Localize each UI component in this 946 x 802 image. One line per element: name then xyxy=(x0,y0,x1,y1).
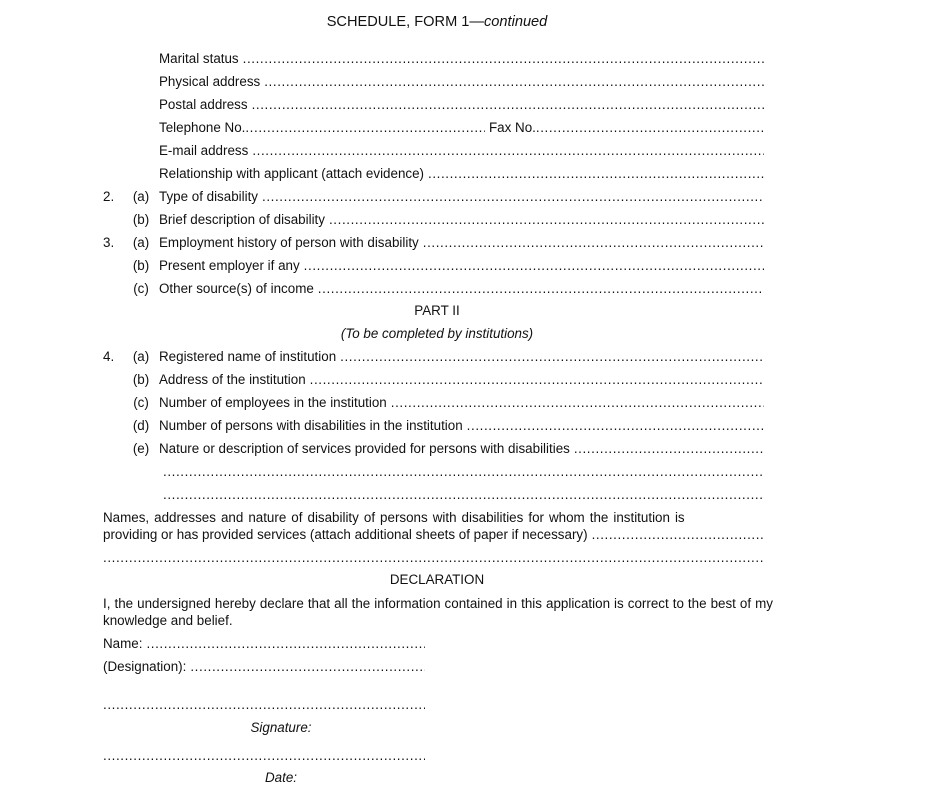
page-title xyxy=(0,14,874,30)
employment-history-line[interactable] xyxy=(423,235,764,250)
email-field[interactable] xyxy=(159,143,764,161)
date-line[interactable] xyxy=(103,748,425,766)
telephone-field[interactable] xyxy=(159,120,485,138)
relationship-label: Relationship with applicant (attach evidence) xyxy=(159,166,424,181)
designation-line[interactable] xyxy=(190,659,425,674)
q4d-row xyxy=(103,418,764,436)
designation-field[interactable] xyxy=(103,659,425,677)
name-line[interactable] xyxy=(146,636,425,651)
relationship-line[interactable] xyxy=(428,166,764,181)
title-continued: continued xyxy=(484,14,548,30)
institution-name-label: Registered name of institution xyxy=(159,349,337,364)
signature-line[interactable] xyxy=(103,697,425,715)
names-paragraph-field[interactable] xyxy=(103,527,764,545)
disability-description-label: Brief description of disability xyxy=(159,212,325,227)
names-paragraph-text-1: Names, addresses and nature of disability of persons with disabilities for whom the institution is xyxy=(103,510,685,525)
q4e-letter: (e) xyxy=(132,441,150,456)
q3a-letter: (a) xyxy=(132,235,150,250)
institution-address-field[interactable] xyxy=(159,372,764,390)
services-description-line-3[interactable] xyxy=(163,487,764,505)
dotted-line[interactable] xyxy=(163,487,764,502)
disability-type-label: Type of disability xyxy=(159,189,258,204)
income-sources-line[interactable] xyxy=(318,281,764,296)
names-paragraph-line-2[interactable] xyxy=(103,550,764,568)
part-two-subheading: (To be completed by institutions) xyxy=(340,326,534,341)
employee-count-line[interactable] xyxy=(391,395,764,410)
q3c-letter: (c) xyxy=(133,281,149,296)
physical-address-label: Physical address xyxy=(159,74,261,89)
fax-field[interactable] xyxy=(489,120,764,138)
dotted-line[interactable] xyxy=(103,697,425,712)
income-sources-field[interactable] xyxy=(159,281,764,299)
disabled-persons-count-field[interactable] xyxy=(159,418,764,436)
employee-count-field[interactable] xyxy=(159,395,764,413)
disability-type-field[interactable] xyxy=(159,189,764,207)
disability-description-field[interactable] xyxy=(159,212,764,230)
present-employer-field[interactable] xyxy=(159,258,764,276)
designation-label: (Designation): xyxy=(103,659,187,674)
q2a-letter: (a) xyxy=(132,189,150,204)
physical-address-line[interactable] xyxy=(264,74,764,89)
q2a-row xyxy=(103,189,764,207)
marital-status-field[interactable] xyxy=(159,51,764,69)
title-main: SCHEDULE, FORM 1— xyxy=(326,14,484,30)
names-paragraph-text-2: providing or has provided services (attach additional sheets of paper if necessary) xyxy=(103,527,588,542)
q4-number: 4. xyxy=(103,349,115,364)
names-paragraph-line[interactable] xyxy=(592,527,764,542)
q4d-letter: (d) xyxy=(132,418,150,433)
names-paragraph-line-1 xyxy=(103,510,773,528)
q3c-row xyxy=(103,281,764,299)
q3b-letter: (b) xyxy=(132,258,150,273)
marital-status-label: Marital status xyxy=(159,51,239,66)
email-label: E-mail address xyxy=(159,143,249,158)
q3-number: 3. xyxy=(103,235,115,250)
name-label: Name: xyxy=(103,636,143,651)
declaration-heading: DECLARATION xyxy=(389,572,485,587)
name-field[interactable] xyxy=(103,636,425,654)
present-employer-line[interactable] xyxy=(304,258,764,273)
part-two-heading: PART II xyxy=(414,303,460,318)
services-description-line-2[interactable] xyxy=(163,464,764,482)
institution-name-line[interactable] xyxy=(340,349,764,364)
telephone-line[interactable] xyxy=(245,120,485,135)
fax-line[interactable] xyxy=(536,120,764,135)
physical-address-field[interactable] xyxy=(159,74,764,92)
date-label: Date: xyxy=(264,770,297,785)
q4a-letter: (a) xyxy=(132,349,150,364)
telephone-label: Telephone No. xyxy=(159,120,246,135)
postal-address-line[interactable] xyxy=(252,97,764,112)
postal-address-field[interactable] xyxy=(159,97,764,115)
q4b-row xyxy=(103,372,764,390)
institution-address-label: Address of the institution xyxy=(159,372,306,387)
dotted-line[interactable] xyxy=(103,550,764,565)
q3b-row xyxy=(103,258,764,276)
q4c-row xyxy=(103,395,764,413)
services-description-label: Nature or description of services provided for persons with disabilities xyxy=(159,441,570,456)
services-description-field[interactable] xyxy=(159,441,764,459)
relationship-field[interactable] xyxy=(159,166,764,184)
present-employer-label: Present employer if any xyxy=(159,258,300,273)
q4b-letter: (b) xyxy=(132,372,150,387)
employment-history-label: Employment history of person with disability xyxy=(159,235,419,250)
email-line[interactable] xyxy=(252,143,764,158)
disability-description-line[interactable] xyxy=(329,212,764,227)
q4a-row xyxy=(103,349,764,367)
q2b-letter: (b) xyxy=(132,212,150,227)
q3a-row xyxy=(103,235,764,253)
marital-status-line[interactable] xyxy=(243,51,764,66)
q2b-row xyxy=(103,212,764,230)
disabled-persons-count-line[interactable] xyxy=(467,418,764,433)
fax-label: Fax No. xyxy=(489,120,536,135)
employee-count-label: Number of employees in the institution xyxy=(159,395,387,410)
income-sources-label: Other source(s) of income xyxy=(159,281,314,296)
institution-name-field[interactable] xyxy=(159,349,764,367)
declaration-text: I, the undersigned hereby declare that all the information contained in this application is correct to the best of my knowledge and belief. xyxy=(103,596,773,628)
postal-address-label: Postal address xyxy=(159,97,248,112)
q4c-letter: (c) xyxy=(133,395,149,410)
dotted-line[interactable] xyxy=(163,464,764,479)
employment-history-field[interactable] xyxy=(159,235,764,253)
signature-label: Signature: xyxy=(250,720,312,735)
services-description-line[interactable] xyxy=(574,441,764,456)
disabled-persons-count-label: Number of persons with disabilities in the institution xyxy=(159,418,463,433)
q4e-row xyxy=(103,441,764,459)
q2-number: 2. xyxy=(103,189,115,204)
institution-address-line[interactable] xyxy=(310,372,764,387)
disability-type-line[interactable] xyxy=(262,189,764,204)
dotted-line[interactable] xyxy=(103,748,425,763)
